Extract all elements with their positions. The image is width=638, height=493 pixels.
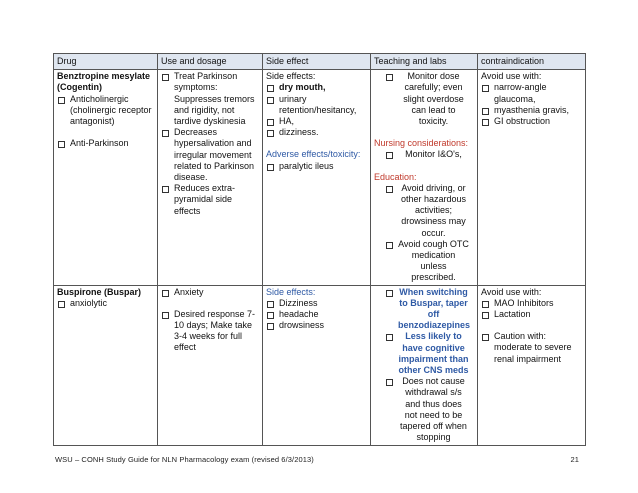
list-item: narrow-angle glaucoma, bbox=[481, 82, 583, 104]
list-item: Monitor dose carefully; even slight overdose can lead to toxicity. bbox=[374, 71, 475, 127]
table-row bbox=[54, 70, 586, 285]
side-effect-cell bbox=[263, 285, 371, 445]
page-number: 21 bbox=[570, 455, 579, 464]
contraindication-label: Avoid use with: bbox=[481, 71, 542, 82]
contraindication-cell bbox=[478, 70, 586, 285]
contraindication-cell bbox=[478, 285, 586, 445]
list-item: GI obstruction bbox=[481, 116, 583, 127]
list-item: When switching to Buspar, taper off benzodiazepines bbox=[374, 287, 475, 332]
list-item: headache bbox=[266, 309, 368, 320]
list-item: Dizziness bbox=[266, 298, 368, 309]
header-side-effect: Side effect bbox=[263, 54, 371, 70]
teaching-list bbox=[374, 287, 475, 444]
education-list bbox=[374, 183, 475, 284]
list-item: anxiolytic bbox=[57, 298, 155, 309]
list-item: urinary retention/hesitancy, bbox=[266, 94, 368, 116]
footer-text: WSU – CONH Study Guide for NLN Pharmacology exam (revised 6/3/2013) bbox=[55, 455, 314, 464]
drug-name: Buspirone (Buspar) bbox=[57, 286, 142, 297]
contraindication-list bbox=[481, 298, 583, 365]
use-dosage-cell bbox=[158, 70, 263, 285]
list-item: Does not cause withdrawal s/s and thus does not need to be tapered off when stopping bbox=[374, 376, 475, 443]
side-effects-label: Side effects: bbox=[266, 71, 316, 82]
drug-class-list bbox=[57, 298, 155, 309]
nursing-considerations-label: Nursing considerations: bbox=[374, 138, 469, 149]
nursing-list bbox=[374, 149, 475, 160]
education-label: Education: bbox=[374, 171, 417, 182]
list-item: Treat Parkinson symptoms: Suppresses tremors and rigidity, not tardive dyskinesia bbox=[161, 71, 260, 127]
drug-table bbox=[53, 53, 586, 446]
teaching-labs-cell bbox=[371, 285, 478, 445]
drug-cell bbox=[54, 285, 158, 445]
list-item: Decreases hypersalivation and irregular movement related to Parkinson disease. bbox=[161, 127, 260, 183]
use-dosage-cell bbox=[158, 285, 263, 445]
list-item: Monitor I&O's, bbox=[374, 149, 475, 160]
list-item: Reduces extra-pyramidal side effects bbox=[161, 183, 260, 217]
list-item: Avoid driving, or other hazardous activities; drowsiness may occur. bbox=[374, 183, 475, 239]
adverse-effects-list bbox=[266, 161, 368, 172]
header-drug: Drug bbox=[54, 54, 158, 70]
use-list bbox=[161, 287, 260, 354]
side-effect-cell bbox=[263, 70, 371, 285]
teaching-labs-cell bbox=[371, 70, 478, 285]
list-item: Lactation bbox=[481, 309, 583, 320]
header-teaching-labs: Teaching and labs bbox=[371, 54, 478, 70]
page-footer bbox=[55, 455, 583, 464]
list-item: Anticholinergic (cholinergic receptor antagonist) bbox=[57, 94, 155, 128]
list-item: HA, bbox=[266, 116, 368, 127]
contraindication-label: Avoid use with: bbox=[481, 286, 542, 297]
list-item: Less likely to have cognitive impairment than other CNS meds bbox=[374, 331, 475, 376]
list-item: paralytic ileus bbox=[266, 161, 368, 172]
list-item: Caution with: moderate to severe renal impairment bbox=[481, 331, 583, 365]
adverse-effects-label: Adverse effects/toxicity: bbox=[266, 149, 361, 160]
use-list bbox=[161, 71, 260, 217]
header-use-dosage: Use and dosage bbox=[158, 54, 263, 70]
list-item: dizziness. bbox=[266, 127, 368, 138]
drug-class-list bbox=[57, 94, 155, 150]
list-item: Anxiety bbox=[161, 287, 260, 298]
list-item: myasthenia gravis, bbox=[481, 105, 583, 116]
drug-name: Benztropine mesylate (Cogentin) bbox=[57, 71, 151, 93]
side-effects-label: Side effects: bbox=[266, 286, 316, 297]
side-effects-list bbox=[266, 82, 368, 138]
list-item: Anti-Parkinson bbox=[57, 138, 155, 149]
list-item: MAO Inhibitors bbox=[481, 298, 583, 309]
teaching-list bbox=[374, 71, 475, 127]
table-header-row bbox=[54, 54, 586, 70]
side-effects-list bbox=[266, 298, 368, 332]
table-row bbox=[54, 285, 586, 445]
drug-cell bbox=[54, 70, 158, 285]
contraindication-list bbox=[481, 82, 583, 127]
list-item: dry mouth, bbox=[266, 82, 368, 93]
list-item: Desired response 7-10 days; Make take 3-4 weeks for full effect bbox=[161, 309, 260, 354]
list-item: drowsiness bbox=[266, 320, 368, 331]
list-item: Avoid cough OTC medication unless prescribed. bbox=[374, 239, 475, 284]
header-contraindication: contraindication bbox=[478, 54, 586, 70]
